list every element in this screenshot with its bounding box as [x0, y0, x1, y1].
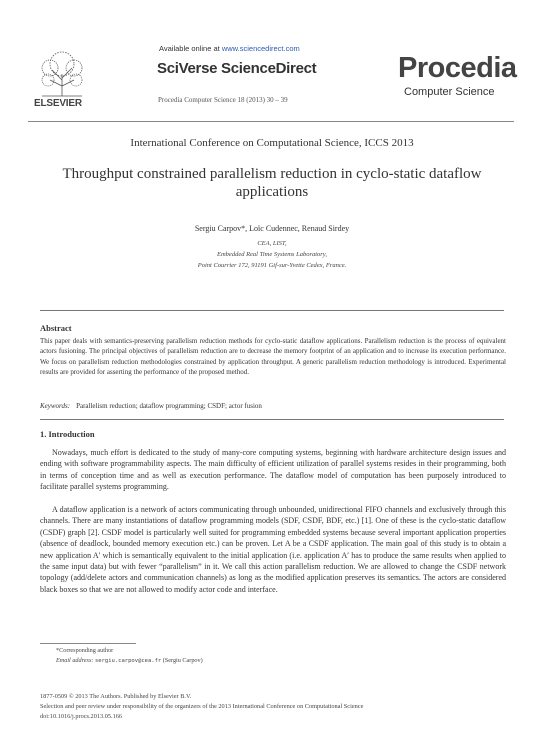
sciencedirect-link[interactable]: www.sciencedirect.com: [221, 44, 300, 53]
abstract-text: This paper deals with semantics-preserving parallelism reduction methods for cyclo-static dataflow applications. Parallelism reduction is the process of equivalent actors fusioning. The principal objectives of parallelism reduction are to decrease the memory footprint of an application and to increase its execution performance. We focus on parallelism reduction methodologies constrained by application throughput. A generic parallelism reduction methodology is introduced. Experimental results are provided for asserting the performance of the proposed method.: [40, 337, 506, 376]
abstract-heading: Abstract: [40, 323, 72, 333]
footnote-email: [56, 657, 203, 664]
paper-title: Throughput constrained parallelism reduction in cyclo-static dataflow applications: [62, 166, 482, 200]
keywords-label: Keywords:: [40, 402, 71, 410]
author-list: Sergiu Carpov*, Loïc Cudennec, Renaud Sirdey: [194, 224, 350, 233]
keywords-text: Parallelism reduction; dataflow programming; CSDF; actor fusion: [76, 402, 262, 410]
intro-paragraph-2: A dataflow application is a network of actors communicating through unbounded, unidirectional FIFO channels and exclusively through this channels. There are many instantiations of dataflow programming models (SDF, CSDF, BDF, etc.) [1]. One of these is the cyclo-static dataflow (CSDF) graph [2]. CSDF model is particularly well suited for programming embedded systems because several important application properties (absence of deadlock, bounded memory execution etc.) can be proven. Let A be a CSDF application. The main goal of this study is to obtain a new application A′ which is semantically equivalent to the initial application (i.e. application A′ has to produce the same results when applied to the same input data) but with fewer “parallelism” in it. We call this action parallelism reduction. We are allowed to change the CSDF network topology (add/delete actors and communication channels) as long as the modified application preserves its semantics. The actors are considered black boxes so that we are not allowed to modify actor code and interface.: [40, 505, 506, 594]
journal-citation: Procedia Computer Science 18 (2013) 30 – 39: [158, 96, 288, 104]
header-divider: [28, 121, 514, 122]
email-address[interactable]: sergiu.carpov@cea.fr: [94, 658, 162, 664]
affiliation-line: CEA, LIST,: [257, 240, 287, 247]
publisher-wordmark: ELSEVIER: [34, 98, 82, 109]
abstract-bottom-rule: [40, 419, 504, 420]
section-heading-introduction: 1. Introduction: [40, 429, 95, 439]
keywords-line: [40, 402, 262, 410]
affiliation-line: Point Courrier 172, 91191 Gif-sur-Yvette Cedex, France.: [197, 262, 347, 269]
conference-name: International Conference on Computational Science, ICCS 2013: [130, 137, 414, 149]
email-suffix: (Sergiu Carpov): [162, 657, 203, 664]
footnote-corresponding: *Corresponding author: [56, 647, 114, 654]
procedia-logo: Procedia: [398, 52, 517, 84]
sciverse-logo: SciVerse ScienceDirect: [157, 60, 317, 77]
copyright-line: 1877-0509 © 2013 The Authors. Published by Elsevier B.V.: [40, 693, 192, 700]
intro-paragraph-1: Nowadays, much effort is dedicated to the study of many-core computing systems, beginning with hardware architecture design issues and ending with software programmability aspects. The main difficulty of efficient utilization of parallel systems resides in their programming, both in terms of conception time and as well as execution performance. The dataflow model of computation has been purposely introduced to facilitate parallel systems programming.: [40, 448, 506, 492]
email-label: Email address:: [56, 657, 94, 664]
available-online-line: [159, 44, 300, 53]
procedia-subtitle: Computer Science: [404, 86, 495, 98]
peer-review-line: Selection and peer review under responsibility of the organizers of the 2013 International Conference on Computational Science: [40, 703, 364, 710]
footnote-rule: [40, 643, 136, 644]
elsevier-tree-logo: [34, 46, 90, 98]
available-prefix: Available online at: [159, 44, 222, 53]
abstract-top-rule: [40, 310, 504, 311]
doi-line[interactable]: doi:10.1016/j.procs.2013.05.166: [40, 713, 123, 720]
affiliation-line: Embedded Real Time Systems Laboratory,: [217, 251, 327, 258]
